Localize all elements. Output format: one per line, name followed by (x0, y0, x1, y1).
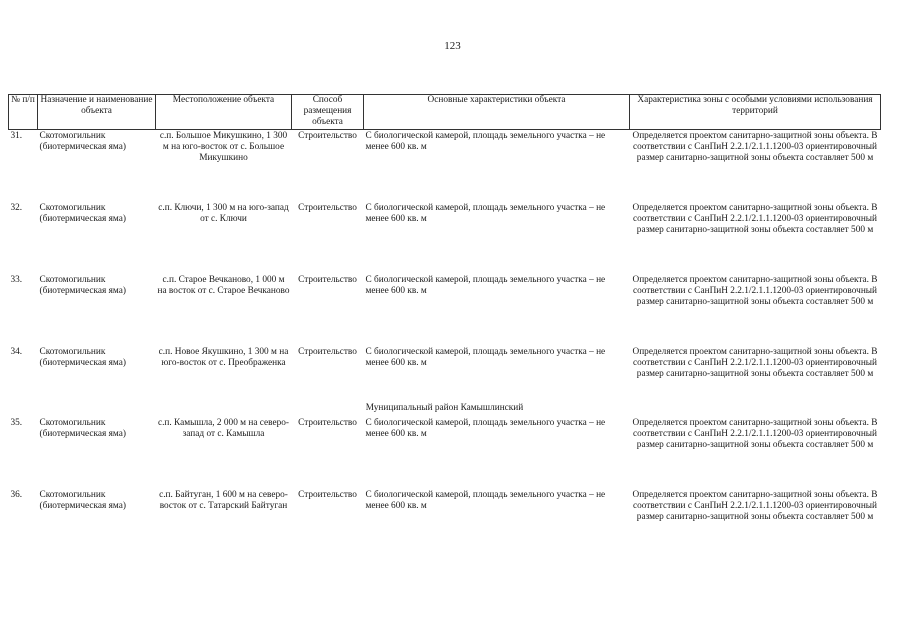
row-zone: Определяется проектом санитарно-защитной зоны объекта. В соответствии с СанПиН 2.2.1/2.1.1.1200-03 ориентировочный размер санитарно-защитной зоны объекта составляет 500 м (632, 417, 878, 451)
row-method: Строительство (298, 346, 357, 357)
table-row (9, 346, 881, 397)
row-num: 31. (10, 130, 23, 141)
section-heading: Муниципальный район Камышлинский (365, 403, 524, 413)
page-number: 123 (444, 40, 461, 52)
row-name: Скотомогильник (биотермическая яма) (39, 274, 126, 296)
row-num: 32. (10, 202, 23, 213)
row-characteristics: С биологической камерой, площадь земельного участка – не менее 600 кв. м (365, 489, 606, 511)
header-method: Способ размещения объекта (292, 95, 364, 130)
row-location: с.п. Камышла, 2 000 м на северо-запад от с. Камышла (157, 417, 290, 439)
row-characteristics: С биологической камерой, площадь земельного участка – не менее 600 кв. м (365, 417, 606, 439)
row-zone: Определяется проектом санитарно-защитной зоны объекта. В соответствии с СанПиН 2.2.1/2.1.1.1200-03 ориентировочный размер санитарно-защитной зоны объекта составляет 500 м (632, 130, 878, 164)
row-zone: Определяется проектом санитарно-защитной зоны объекта. В соответствии с СанПиН 2.2.1/2.1.1.1200-03 ориентировочный размер санитарно-защитной зоны объекта составляет 500 м (632, 274, 878, 308)
row-name: Скотомогильник (биотермическая яма) (39, 202, 126, 224)
row-characteristics: С биологической камерой, площадь земельного участка – не менее 600 кв. м (365, 346, 606, 368)
row-name: Скотомогильник (биотермическая яма) (39, 346, 126, 368)
section-row (9, 397, 881, 417)
row-num: 35. (10, 417, 23, 428)
row-location: с.п. Новое Якушкино, 1 300 м на юго-восток от с. Преображенка (158, 346, 289, 368)
row-characteristics: С биологической камерой, площадь земельного участка – не менее 600 кв. м (365, 130, 606, 152)
row-method: Строительство (298, 130, 357, 141)
row-location: с.п. Старое Вечканово, 1 000 м на восток от с. Старое Вечканово (157, 274, 290, 296)
row-location: с.п. Большое Микушкино, 1 300 м на юго-восток от с. Большое Микушкино (159, 130, 288, 164)
table-header-row (9, 95, 881, 130)
row-method: Строительство (298, 202, 357, 213)
row-location: с.п. Байтуган, 1 600 м на северо-восток от с. Татарский Байтуган (159, 489, 288, 511)
row-method: Строительство (298, 489, 357, 500)
row-characteristics: С биологической камерой, площадь земельного участка – не менее 600 кв. м (365, 202, 606, 224)
row-zone: Определяется проектом санитарно-защитной зоны объекта. В соответствии с СанПиН 2.2.1/2.1.1.1200-03 ориентировочный размер санитарно-защитной зоны объекта составляет 500 м (632, 202, 878, 236)
row-method: Строительство (298, 417, 357, 428)
row-characteristics: С биологической камерой, площадь земельного участка – не менее 600 кв. м (365, 274, 606, 296)
table-row (9, 129, 881, 202)
table-row (9, 202, 881, 274)
row-name: Скотомогильник (биотермическая яма) (39, 489, 126, 511)
row-method: Строительство (298, 274, 357, 285)
objects-table (8, 94, 881, 540)
header-name: Назначение и наименование объекта (38, 95, 156, 130)
row-num: 34. (10, 346, 23, 357)
row-name: Скотомогильник (биотермическая яма) (39, 417, 126, 439)
row-location: с.п. Ключи, 1 300 м на юго-запад от с. Ключи (158, 202, 289, 224)
header-zone: Характеристика зоны с особыми условиями использования территорий (630, 95, 881, 130)
header-location: Местоположение объекта (156, 95, 292, 130)
table-row (9, 417, 881, 489)
header-characteristics: Основные характеристики объекта (364, 95, 630, 130)
row-num: 36. (10, 489, 23, 500)
row-zone: Определяется проектом санитарно-защитной зоны объекта. В соответствии с СанПиН 2.2.1/2.1.1.1200-03 ориентировочный размер санитарно-защитной зоны объекта составляет 500 м (632, 346, 878, 380)
table-row (9, 489, 881, 540)
row-zone: Определяется проектом санитарно-защитной зоны объекта. В соответствии с СанПиН 2.2.1/2.1.1.1200-03 ориентировочный размер санитарно-защитной зоны объекта составляет 500 м (632, 489, 878, 523)
table-row (9, 274, 881, 346)
row-name: Скотомогильник (биотермическая яма) (39, 130, 126, 152)
row-num: 33. (10, 274, 23, 285)
header-num: № п/п (9, 95, 38, 130)
